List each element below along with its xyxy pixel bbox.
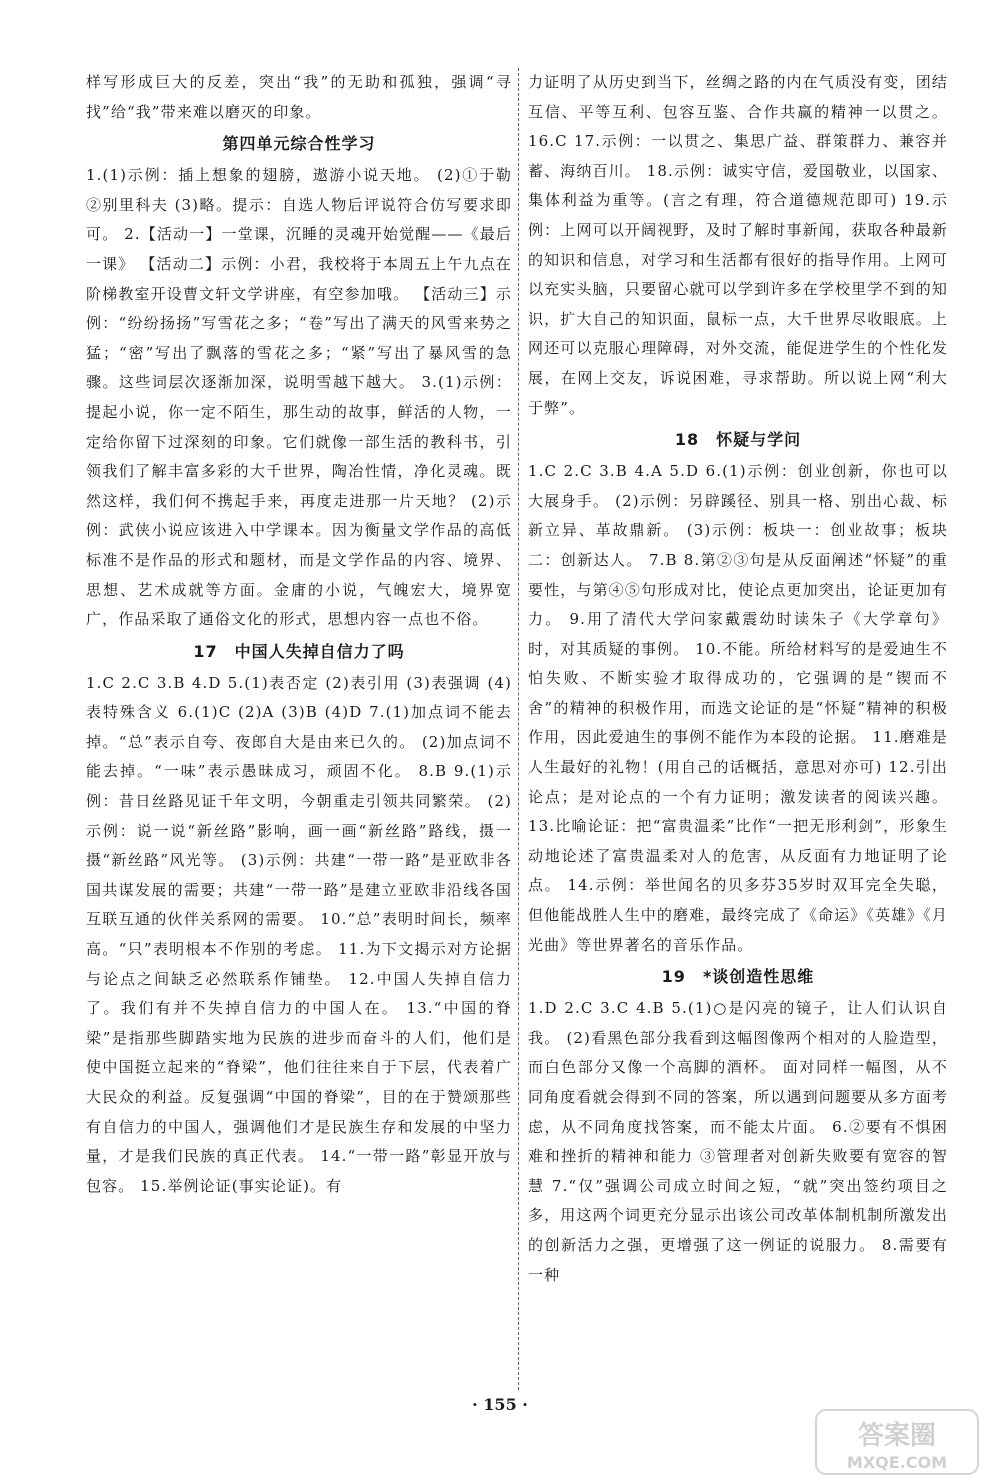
- watermark-logo: [812, 1406, 982, 1478]
- paragraph-17-continued: 力证明了从历史到当下，丝绸之路的内在气质没有变，团结互信、平等互利、包容互鉴、合作共赢的精神一以贯之。 16.C 17.示例：一以贯之、集思广益、群策群力、兼容并蓄、海纳百川。 18.示例：诚实守信，爱国敬业，以国家、集体利益为重等。(言之有理，符合道德规范即可) 19.示例：上网可以开阔视野，及时了解时事新闻，获取各种最新的知识和信息，对学习和生活都有很好的指导作用。上网可以充实头脑，只要留心就可以学到许多在学校里学不到的知识，扩大自己的知识面，鼠标一点，大千世界尽收眼底。上网还可以克服心理障碍，对外交流，能促进学生的个性化发展，在网上交友，诉说困难，寻求帮助。所以说上网“利大于弊”。: [528, 73, 948, 417]
- section-title-19: 19 *谈创造性思维: [661, 967, 815, 987]
- paragraph-unit4-answers: 1.(1)示例：插上想象的翅膀，遨游小说天地。 (2)①于勒 ②别里科夫 (3)略。提示：自选人物后评说符合仿写要求即可。 2.【活动一】一堂课，沉睡的灵魂开始觉醒——《最后一课》 【活动二】示例：小君，我校将于本周五上午九点在阶梯教室开设曹文轩文学讲座，有空参加哦。 【活动三】示例：“纷纷扬扬”写雪花之多；“卷”写出了满天的风雪来势之猛；“密”写出了飘落的雪花之多；“紧”写出了暴风雪的急骤。这些词层次逐渐加深，说明雪越下越大。 3.(1)示例：提起小说，你一定不陌生，那生动的故事，鲜活的人物，一定给你留下过深刻的印象。它们就像一部生活的教科书，引领我们了解丰富多彩的大千世界，陶冶性情，净化灵魂。既然这样，我们何不携起手来，再度走进那一片天地？ (2)示例：武侠小说应该进入中学课本。因为衡量文学作品的高低标准不是作品的形式和题材，而是文学作品的内容、境界、思想、艺术成就等方面。金庸的小说，气魄宏大，境界宽广，作品采取了通俗文化的形式，思想内容一点也不俗。: [86, 166, 512, 629]
- page-number: · 155 ·: [472, 1395, 528, 1414]
- paragraph-17-answers: 1.C 2.C 3.B 4.D 5.(1)表否定 (2)表引用 (3)表强调 (4)表特殊含义 6.(1)C (2)A (3)B (4)D 7.(1)加点词不能去掉。“总”表示自夸、夜郎自大是由来已久的。 (2)加点词不能去掉。“一味”表示愚昧成习，顽固不化。 8.B 9.(1)示例：昔日丝路见证千年文明，今朝重走引领共同繁荣。 (2)示例：说一说“新丝路”影响，画一画“新丝路”路线，摄一摄“新丝路”风光等。 (3)示例：共建“一带一路”是亚欧非各国共谋发展的需要；共建“一带一路”是建立亚欧非沿线各国互联互通的伙伴关系网的需要。 10.“总”表明时间长，频率高。“只”表明根本不作别的考虑。 11.为下文揭示对方论据与论点之间缺乏必然联系作铺垫。 12.中国人失掉自信力了。我们有并不失掉自信力的中国人在。 13.“中国的脊梁”是指那些脚踏实地为民族的进步而奋斗的人们，他们是使中国挺立起来的“脊梁”，他们往往来自于下层，代表着广大民众的利益。反复强调“中国的脊梁”，目的在于赞颂那些有自信力的中国人，强调他们才是民族生存和发展的中坚力量，才是我们民族的真正代表。 14.“一带一路”彰显开放与包容。 15.举例论证(事实论证)。有: [86, 673, 512, 1195]
- paragraph-18-answers: 1.C 2.C 3.B 4.A 5.D 6.(1)示例：创业创新，你也可以大展身手。 (2)示例：另辟蹊径、别具一格、别出心裁、标新立异、革故鼎新。 (3)示例：板块一：创业故事；板块二：创新达人。 7.B 8.第②③句是从反面阐述“怀疑”的重要性，与第④⑤句形成对比，使论点更加突出，论证更加有力。 9.用了清代大学问家戴震幼时读朱子《大学章句》时，对其质疑的事例。 10.不能。所给材料写的是爱迪生不怕失败、不断实验才取得成功的，它强调的是“锲而不舍”的精神的积极作用，而选文论证的是“怀疑”精神的积极作用，因此爱迪生的事例不能作为本段的论据。 11.磨难是人生最好的礼物！(用自己的话概括，意思对亦可) 12.引出论点；是对论点的一个有力证明；激发读者的阅读兴趣。 13.比喻论证：把“富贵温柔”比作“一把无形利剑”，形象生动地论述了富贵温柔对人的危害，从反面有力地证明了论点。 14.示例：举世闻名的贝多芬35岁时双耳完全失聪，但他能战胜人生中的磨难，最终完成了《命运》《英雄》《月光曲》等世界著名的音乐作品。: [528, 462, 948, 954]
- watermark-top: 答案圈: [857, 1421, 937, 1451]
- paragraph-19-answers: 1.D 2.C 3.C 4.B 5.(1)○是闪亮的镜子，让人们认识自我。 (2)看黑色部分我看到这幅图像两个相对的人脸造型，而白色部分又像一个高脚的酒杯。 面对同样一幅图，从不同角度看就会得到不同的答案，所以遇到问题要从多方面考虑，从不同角度找答案，而不能太片面。 6.②要有不惧困难和挫折的精神和能力 ③管理者对创新失败要有宽容的智慧 7.“仅”强调公司成立时间之短，“就”突出签约项目之多，用这两个词更充分显示出该公司改革体制机制所激发出的创新活力之强，更增强了这一例证的说服力。 8.需要有一种: [528, 999, 948, 1284]
- section-title-18: 18 怀疑与学问: [674, 430, 802, 450]
- watermark-bottom: MXQE.COM: [846, 1453, 948, 1472]
- section-title-unit4: 第四单元综合性学习: [222, 134, 376, 154]
- left-column: [86, 68, 512, 1201]
- column-divider: [518, 68, 519, 1390]
- paragraph-intro: 样写形成巨大的反差，突出“我”的无助和孤独，强调“寻找”给“我”带来难以磨灭的印象。: [86, 73, 512, 121]
- right-column: [528, 68, 948, 1290]
- section-title-17: 17 中国人失掉自信力了吗: [193, 641, 405, 661]
